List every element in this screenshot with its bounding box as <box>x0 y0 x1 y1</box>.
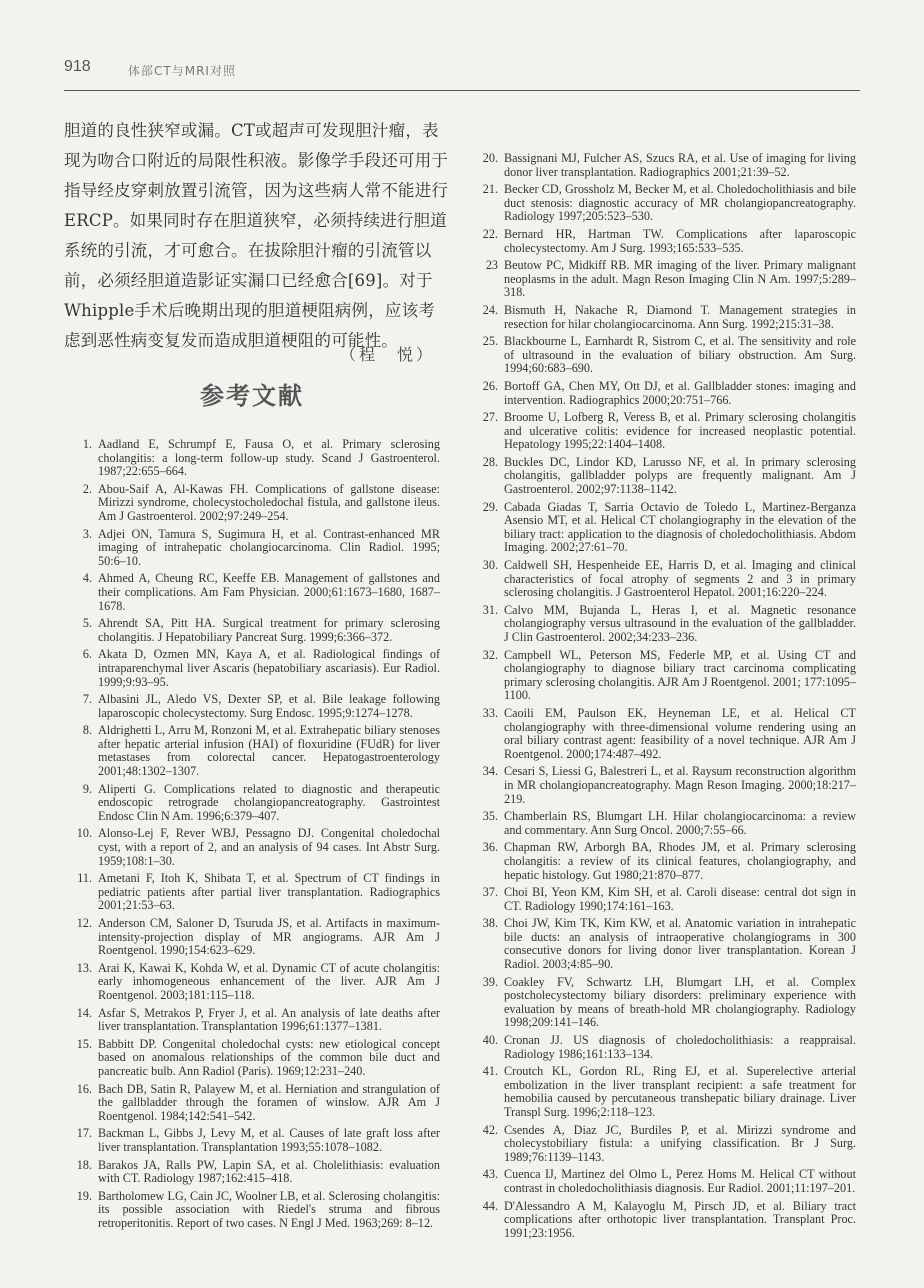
reference-text: Bach DB, Satin R, Palayew M, et al. Herniation and strangulation of the gallbladder through the foramen of winslow. AJR Am J Roentgenol. 1984;142:541–542. <box>98 1081 440 1123</box>
reference-item <box>64 1083 440 1124</box>
reference-item <box>64 1127 440 1154</box>
reference-number: 44. <box>482 1198 498 1213</box>
reference-item <box>470 259 856 300</box>
reference-item <box>64 917 440 958</box>
reference-text: Adjei ON, Tamura S, Sugimura H, et al. Contrast-enhanced MR imaging of intrahepatic cholangiocarcinoma. Clin Radiol. 1995; 50:6–10. <box>98 526 440 568</box>
reference-number: 25. <box>482 334 498 349</box>
reference-text: Ahrendt SA, Pitt HA. Surgical treatment for primary sclerosing cholangitis. J Hepatobiliary Pancreat Surg. 1999;6:366–372. <box>98 616 440 644</box>
reference-number: 17. <box>76 1126 92 1141</box>
reference-number: 22. <box>482 226 498 241</box>
reference-text: Anderson CM, Saloner D, Tsuruda JS, et al. Artifacts in maximum-intensity-projection display of MR angiograms. AJR Am J Roentgenol. 1990;154:623–629. <box>98 916 440 958</box>
reference-number: 38. <box>482 916 498 931</box>
reference-text: Campbell WL, Peterson MS, Federle MP, et al. Using CT and cholangiography to diagnose biliary tract carcinoma complicating primary sclerosing cholangitis. AJR Am J Roentgenol. 2001; 177:1095–1100. <box>504 647 856 703</box>
reference-number: 6. <box>82 647 92 662</box>
reference-number: 30. <box>482 558 498 573</box>
reference-number: 42. <box>482 1122 498 1137</box>
reference-text: Calvo MM, Bujanda L, Heras I, et al. Magnetic resonance cholangiography versus ultrasound in the evaluation of the gallbladder. J Clin Gastroenterol. 2002;34:233–236. <box>504 602 856 644</box>
reference-text: Albasini JL, Aledo VS, Dexter SP, et al. Bile leakage following laparoscopic cholecystectomy. Surg Endosc. 1995;9:1274–1278. <box>98 692 440 720</box>
reference-text: Bartholomew LG, Cain JC, Woolner LB, et al. Sclerosing cholangitis: its possible association with Riedel's struma and fibrous retroperitonitis. Report of two cases. N Engl J Med. 1963;269: 8–12. <box>98 1188 440 1230</box>
reference-item <box>470 335 856 376</box>
reference-item <box>470 411 856 452</box>
reference-number: 21. <box>482 182 498 197</box>
reference-text: Chapman RW, Arborgh BA, Rhodes JM, et al. Primary sclerosing cholangitis: a review of its clinical features, cholangiography, and hepatic histology. Gut 1980;21:870–877. <box>504 840 856 882</box>
reference-item <box>470 810 856 837</box>
reference-number: 34. <box>482 764 498 779</box>
reference-text: Abou-Saif A, Al-Kawas FH. Complications of gallstone disease: Mirizzi syndrome, cholecystocholedochal fistula, and gallstone ileus. Am J Gastroenterol. 2002;97:249–254. <box>98 481 440 523</box>
reference-item <box>470 1034 856 1061</box>
reference-text: Bismuth H, Nakache R, Diamond T. Management strategies in resection for hilar cholangiocarcinoma. Ann Surg. 1992;215:31–38. <box>504 302 856 331</box>
reference-item <box>64 438 440 479</box>
reference-item <box>470 604 856 645</box>
reference-text: Aliperti G. Complications related to diagnostic and therapeutic endoscopic retrograde cholangiopancreatography. Gastrointest Endosc Clin N Am. 1996;6:379–407. <box>98 781 440 823</box>
reference-item <box>64 1190 440 1231</box>
reference-number: 37. <box>482 885 498 900</box>
reference-number: 29. <box>482 499 498 514</box>
reference-number: 12. <box>76 916 92 930</box>
reference-text: Aadland E, Schrumpf E, Fausa O, et al. Primary sclerosing cholangitis: a long-term follow-up study. Scand J Gastroenterol. 1987;22:655–664. <box>98 437 440 479</box>
reference-text: Barakos JA, Ralls PW, Lapin SA, et al. Cholelithiasis: evaluation with CT. Radiology 1987;162:415–418. <box>98 1157 440 1186</box>
reference-text: Croutch KL, Gordon RL, Ring EJ, et al. Superelective arterial embolization in the liver transplant recipient: a safe treatment for hemobilia caused by percutaneous transhepatic biliary drainage. Liver Transpl Surg. 1996;2:118–123. <box>504 1064 856 1119</box>
reference-number: 33. <box>482 705 498 720</box>
reference-text: Buckles DC, Lindor KD, Larusso NF, et al. In primary sclerosing cholangitis, gallbladder polyps are frequently malignant. Am J Gastroenterol. 2002;97:1138–1142. <box>504 454 856 497</box>
reference-text: Choi BI, Yeon KM, Kim SH, et al. Caroli disease: central dot sign in CT. Radiology 1990;174:161–163. <box>504 885 856 913</box>
reference-text: Becker CD, Grossholz M, Becker M, et al. Choledocholithiasis and bile duct stenosis: diagnostic accuracy of MR cholangiopancreatography. Radiology 1997;205:523–530. <box>504 182 856 224</box>
header-rule <box>64 90 860 91</box>
reference-number: 10. <box>76 826 92 841</box>
reference-item <box>470 886 856 913</box>
reference-item <box>470 1168 856 1195</box>
reference-text: Bassignani MJ, Fulcher AS, Szucs RA, et al. Use of imaging for living donor liver transplantation. Radiographics 2001;21:39–52. <box>504 151 856 179</box>
reference-text: Caldwell SH, Hespenheide EE, Harris D, et al. Imaging and clinical characteristics of focal atrophy of segments 2 and 3 in primary sclerosing cholangitis. J Gastroenterol Hepatol. 2001;16:220–224. <box>504 558 856 600</box>
references-list-right <box>470 152 856 1244</box>
reference-number: 20. <box>482 151 498 165</box>
reference-item <box>64 724 440 778</box>
reference-text: Akata D, Ozmen MN, Kaya A, et al. Radiological findings of intraparenchymal liver Ascaris (hepatobiliary ascariasis). Eur Radiol. 1999;9:93–95. <box>98 647 440 689</box>
reference-number: 8. <box>82 723 92 738</box>
reference-item <box>64 962 440 1003</box>
reference-text: Asfar S, Metrakos P, Fryer J, et al. An analysis of late deaths after liver transplantation. Transplantation 1996;61:1377–1381. <box>98 1005 440 1034</box>
reference-item <box>64 617 440 644</box>
reference-text: D'Alessandro A M, Kalayoglu M, Pirsch JD, et al. Biliary tract complications after orthotopic liver transplantation. Transplant Proc. 1991;23:1956. <box>504 1198 856 1240</box>
reference-number: 43. <box>482 1167 498 1182</box>
reference-item <box>64 827 440 868</box>
reference-number: 26. <box>482 378 498 393</box>
reference-number: 28. <box>482 454 498 469</box>
reference-text: Broome U, Lofberg R, Veress B, et al. Primary sclerosing cholangitis and ulcerative colitis: evidence for increased neoplastic potential. Hepatology 1995;22:1404–1408. <box>504 410 856 452</box>
reference-item <box>64 872 440 913</box>
references-list-left <box>64 438 440 1234</box>
reference-number: 39. <box>482 974 498 989</box>
reference-number: 32. <box>482 647 498 662</box>
reference-text: Blackbourne L, Earnhardt R, Sistrom C, et al. The sensitivity and role of ultrasound in the evaluation of biliary obstruction. Am Surg. 1994;60:683–690. <box>504 334 856 376</box>
reference-number: 13. <box>76 960 92 975</box>
reference-number: 23 <box>485 258 498 273</box>
reference-item <box>64 783 440 824</box>
reference-item <box>64 483 440 524</box>
reference-text: Arai K, Kawai K, Kohda W, et al. Dynamic CT of acute cholangitis: early inhomogeneous enhancement of the liver. AJR Am J Roentgenol. 2003;181:115–118. <box>98 960 440 1002</box>
reference-item <box>470 380 856 407</box>
reference-number: 31. <box>482 602 498 617</box>
reference-item <box>470 1200 856 1241</box>
reference-text: Aldrighetti L, Arru M, Ronzoni M, et al. Extrahepatic biliary stenoses after hepatic arterial infusion (HAI) of floxuridine (FUdR) for liver metastases from colorectal cancer. Hepatogastroenterology 2001;48:1302–1307. <box>98 723 440 779</box>
running-header-title: 体部CT与MRI对照 <box>128 64 236 78</box>
reference-number: 19. <box>76 1188 92 1203</box>
reference-text: Alonso-Lej F, Rever WBJ, Pessagno DJ. Congenital choledochal cyst, with a report of 2, and an analysis of 94 cases. Int Abstr Surg. 1959;108:1–30. <box>98 826 440 868</box>
reference-item <box>470 976 856 1030</box>
reference-number: 9. <box>82 781 92 796</box>
reference-item <box>64 572 440 613</box>
reference-item <box>470 456 856 497</box>
reference-item <box>470 707 856 761</box>
section-author: （程 悦） <box>340 345 436 364</box>
reference-number: 41. <box>482 1064 498 1079</box>
body-paragraph: 胆道的良性狭窄或漏。CT或超声可发现胆汁瘤，表现为吻合口附近的局限性积液。影像学手段还可用于指导经皮穿刺放置引流管，因为这些病人常不能进行ERCP。如果同时存在胆道狭窄，必须持续进行胆道系统的引流，才可愈合。在拔除胆汁瘤的引流管以前，必须经胆道造影证实漏口已经愈合[69]。对于Whipple手术后晚期出现的胆道梗阻病例，应该考虑到恶性病变复发而造成胆道梗阻的可能性。 <box>64 121 449 350</box>
reference-text: Cesari S, Liessi G, Balestreri L, et al. Raysum reconstruction algorithm in MR cholangiopancreatography. Magn Reson Imaging. 2000;18:217–219. <box>504 764 856 806</box>
reference-text: Ahmed A, Cheung RC, Keeffe EB. Management of gallstones and their complications. Am Fam Physician. 2000;61:1673–1680, 1687–1678. <box>98 571 440 613</box>
reference-text: Ametani F, Itoh K, Shibata T, et al. Spectrum of CT findings in pediatric patients after partial liver transplantation. Radiographics 2001;21:53–63. <box>98 871 440 913</box>
reference-number: 7. <box>82 692 92 707</box>
reference-text: Bortoff GA, Chen MY, Ott DJ, et al. Gallbladder stones: imaging and intervention. Radiographics 2000;20:751–766. <box>504 378 856 407</box>
reference-text: Bernard HR, Hartman TW. Complications after laparoscopic cholecystectomy. Am J Surg. 1993;165:533–535. <box>504 226 856 255</box>
reference-number: 11. <box>77 871 92 886</box>
reference-text: Coakley FV, Schwartz LH, Blumgart LH, et al. Complex postcholecystectomy biliary disorders: preliminary experience with evaluation by means of breath-hold MR cholangiography. Radiology 1998;209:141–146. <box>504 974 856 1030</box>
reference-item <box>64 1159 440 1186</box>
reference-text: Cabada Giadas T, Sarria Octavio de Toledo L, Martinez-Berganza Asensio MT, et al. Helical CT cholangiography in the elevation of the biliary tract: application to the diagnosis of choledocholithiasis. Abdom Imaging. 2002;27:61–70. <box>504 499 856 555</box>
reference-item <box>64 693 440 720</box>
reference-number: 2. <box>82 481 92 496</box>
reference-text: Csendes A, Diaz JC, Burdiles P, et al. Mirizzi syndrome and cholecystobiliary fistula: a unifying classification. Br J Surg. 1989;76:1139–1143. <box>504 1122 856 1164</box>
reference-text: Chamberlain RS, Blumgart LH. Hilar cholangiocarcinoma: a review and commentary. Ann Surg Oncol. 2000;7:55–66. <box>504 809 856 837</box>
reference-number: 3. <box>82 526 92 541</box>
reference-text: Backman L, Gibbs J, Levy M, et al. Causes of late graft loss after liver transplantation. Transplantation 1993;55:1078–1082. <box>98 1126 440 1154</box>
reference-item <box>470 152 856 179</box>
reference-item <box>470 304 856 331</box>
reference-number: 40. <box>482 1033 498 1048</box>
reference-item <box>470 559 856 600</box>
reference-item <box>470 1065 856 1119</box>
reference-number: 27. <box>482 410 498 425</box>
reference-item <box>470 501 856 555</box>
reference-number: 14. <box>76 1005 92 1020</box>
reference-number: 5. <box>82 616 92 631</box>
reference-text: Choi JW, Kim TK, Kim KW, et al. Anatomic variation in intrahepatic bile ducts: an analysis of intraoperative cholangiograms in 300 consecutive donors for living donor liver transplantation. Korean J Radiol. 2003;4:85–90. <box>504 916 856 972</box>
reference-number: 35. <box>482 809 498 824</box>
reference-number: 4. <box>82 571 92 586</box>
page-number: 918 <box>64 58 91 75</box>
reference-item <box>470 183 856 224</box>
reference-number: 16. <box>76 1081 92 1096</box>
reference-text: Cuenca IJ, Martinez del Olmo L, Perez Homs M. Helical CT without contrast in choledocholithiasis diagnosis. Eur Radiol. 2001;11:197–201. <box>504 1167 856 1195</box>
reference-item <box>470 765 856 806</box>
reference-text: Beutow PC, Midkiff RB. MR imaging of the liver. Primary malignant neoplasms in the adult. Magn Reson Imaging Clin N Am. 1997;5:289–318. <box>504 258 856 300</box>
reference-item <box>64 528 440 569</box>
reference-item <box>470 917 856 971</box>
reference-number: 24. <box>482 302 498 317</box>
references-heading: 参考文献 <box>200 382 304 410</box>
reference-item <box>64 1038 440 1079</box>
reference-item <box>64 648 440 689</box>
reference-number: 36. <box>482 840 498 855</box>
reference-item <box>470 649 856 703</box>
reference-number: 18. <box>76 1157 92 1172</box>
reference-item <box>470 228 856 255</box>
reference-number: 15. <box>76 1036 92 1051</box>
reference-text: Caoili EM, Paulson EK, Heyneman LE, et al. Helical CT cholangiography with three-dimensional volume rendering using an oral biliary contrast agent: feasibility of a novel technique. AJR Am J Roentgenol. 2000;174:487–492. <box>504 705 856 761</box>
body-text-block <box>64 116 450 356</box>
reference-item <box>470 1124 856 1165</box>
reference-number: 1. <box>82 437 92 451</box>
reference-text: Cronan JJ. US diagnosis of choledocholithiasis: a reappraisal. Radiology 1986;161:133–134. <box>504 1033 856 1061</box>
reference-item <box>470 841 856 882</box>
reference-text: Babbitt DP. Congenital choledochal cysts: new etiological concept based on anomalous relationships of the common bile duct and pancreatic bulb. Ann Radiol (Paris). 1969;12:231–240. <box>98 1036 440 1078</box>
reference-item <box>64 1007 440 1034</box>
